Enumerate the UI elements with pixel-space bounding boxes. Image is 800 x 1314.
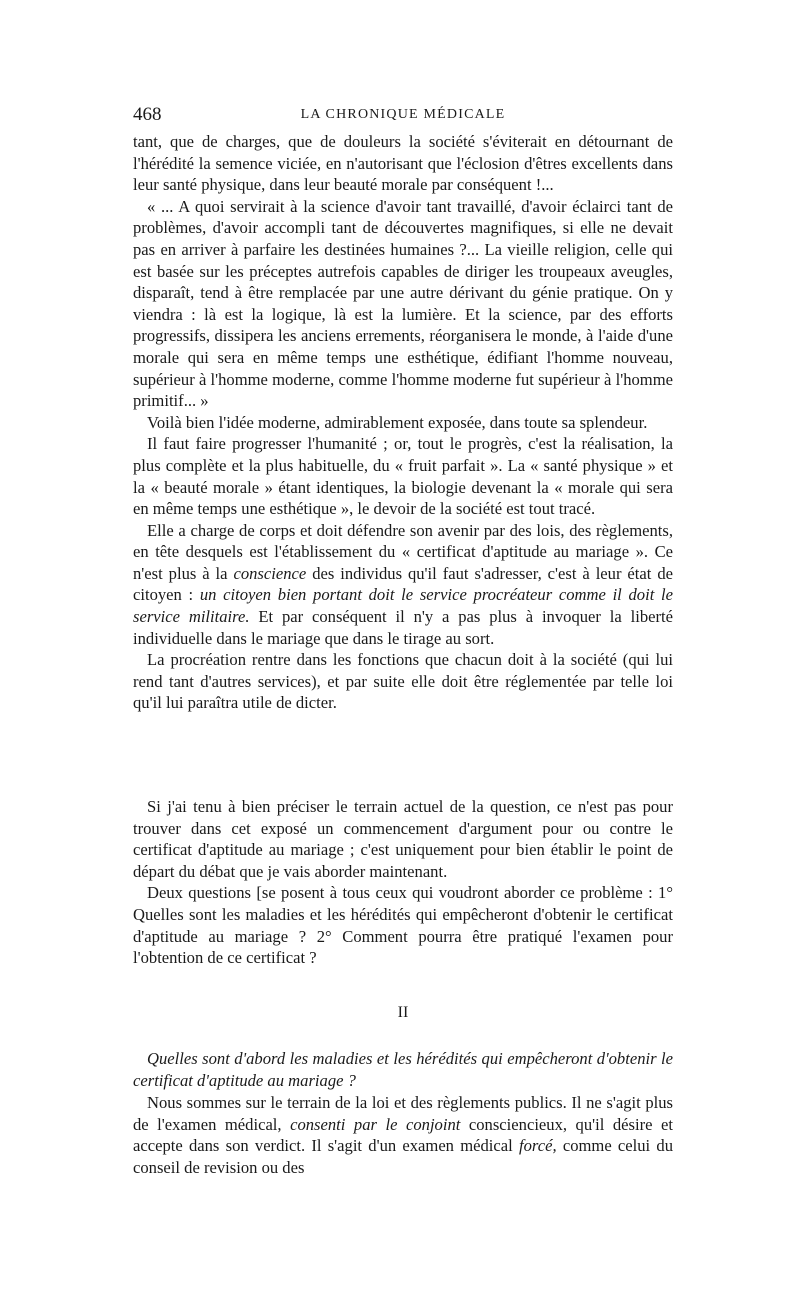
page-header [133, 104, 673, 128]
paragraph: Voilà bien l'idée moderne, admirablement exposée, dans toute sa splendeur. [147, 412, 648, 432]
paragraph [133, 520, 673, 650]
paragraph [133, 1092, 673, 1178]
italic-text: forcé, [518, 1136, 557, 1156]
body-text-lower [133, 1092, 673, 1178]
paragraph: Deux questions [se posent à tous ceux qui voudront aborder ce problème : 1° Quelles sont les maladies et les hérédités qui empêcheront d'obtenir le certificat d'aptitude au mariage ? 2° Comment pourra être pratiqué l'examen pour l'obtention de ce certificat ? [133, 883, 673, 968]
text-run: comme celui du conseil de revision ou des [133, 1136, 673, 1177]
text-run: Et par conséquent il n'y a pas plus à invoquer la liberté individuelle dans le mariage que dans le tirage au sort. [133, 607, 673, 648]
paragraph-quote: « ... A quoi servirait à la science d'avoir tant travaillé, d'avoir éclairci tant de problèmes, d'avoir accompli tant de découvertes magnifiques, si elle ne devait pas en arriver à parfaire les destinées humaines ?... La vieille religion, celle qui est basée sur les préceptes autrefois capables de diriger les troupeaux aveugles, disparaît, tend à être remplacée par une autre dérivant du génie pratique. On y viendra : là est la logique, là est la lumière. Et la science, par des efforts progressifs, dissipera les anciens errements, réorganisera le monde, à l'aide d'une morale qui sera en même temps une esthétique, édifiant l'homme nouveau, supérieur à l'homme moderne, comme l'homme moderne fut supérieur à l'homme primitif... » [133, 196, 673, 411]
running-title: LA CHRONIQUE MÉDICALE [300, 107, 506, 122]
text-run: des individus qu'il faut s'adresser, c'est à leur état de citoyen : [133, 563, 673, 605]
text-run: Nous sommes sur le terrain de la loi et des règlements publics. Il ne s'agit plus de l'examen médical, [133, 1093, 673, 1134]
paragraph: La procréation rentre dans les fonctions que chacun doit à la société (qui lui rend tant d'autres services), et par suite elle doit être réglementée par telle loi qu'il lui paraîtra utile de dicter. [133, 650, 673, 713]
section-question: Quelles sont d'abord les maladies et les hérédités qui empêcheront d'obtenir le certificat d'aptitude au mariage ? [133, 1049, 673, 1090]
italic-text: conscience [233, 563, 307, 583]
paragraph-continued: tant, que de charges, que de douleurs la société s'éviterait en détournant de l'hérédité la semence viciée, en n'autorisant que l'éclosion d'êtres excellents dans leur santé physique, dans leur beauté morale par conséquent !... [133, 132, 673, 195]
body-text-upper [133, 131, 673, 714]
section-number: II [397, 1004, 409, 1021]
italic-text: un citoyen bien portant doit le service procréateur comme il doit le service militaire. [133, 585, 673, 627]
paragraph: Il faut faire progresser l'humanité ; or, tout le progrès, c'est la réalisation, la plus complète et la plus habituelle, du « fruit parfait ». La « santé physique » et la « beauté morale » étant identiques, la biologie devenant la « morale qui sera en même temps une esthétique », le devoir de la société est tout tracé. [133, 434, 673, 519]
text-run: consciencieux, qu'il désire et accepte dans son verdict. Il s'agit d'un examen médical [133, 1114, 673, 1156]
italic-text: consenti par le conjoint [290, 1114, 461, 1134]
text-run: Elle a charge de corps et doit défendre son avenir par des lois, des règlements, en tête desquels est l'établissement du « certificat d'aptitude au mariage ». Ce n'est plus à la [133, 520, 673, 583]
paragraph: Si j'ai tenu à bien préciser le terrain actuel de la question, ce n'est pas pour trouver dans cet exposé un commencement d'argument pour ou contre le certificat d'aptitude au mariage ; c'est uniquement pour bien établir le point de départ du débat que je vais aborder maintenant. [133, 797, 673, 881]
page-number: 468 [133, 104, 162, 125]
body-text-middle [133, 796, 673, 969]
